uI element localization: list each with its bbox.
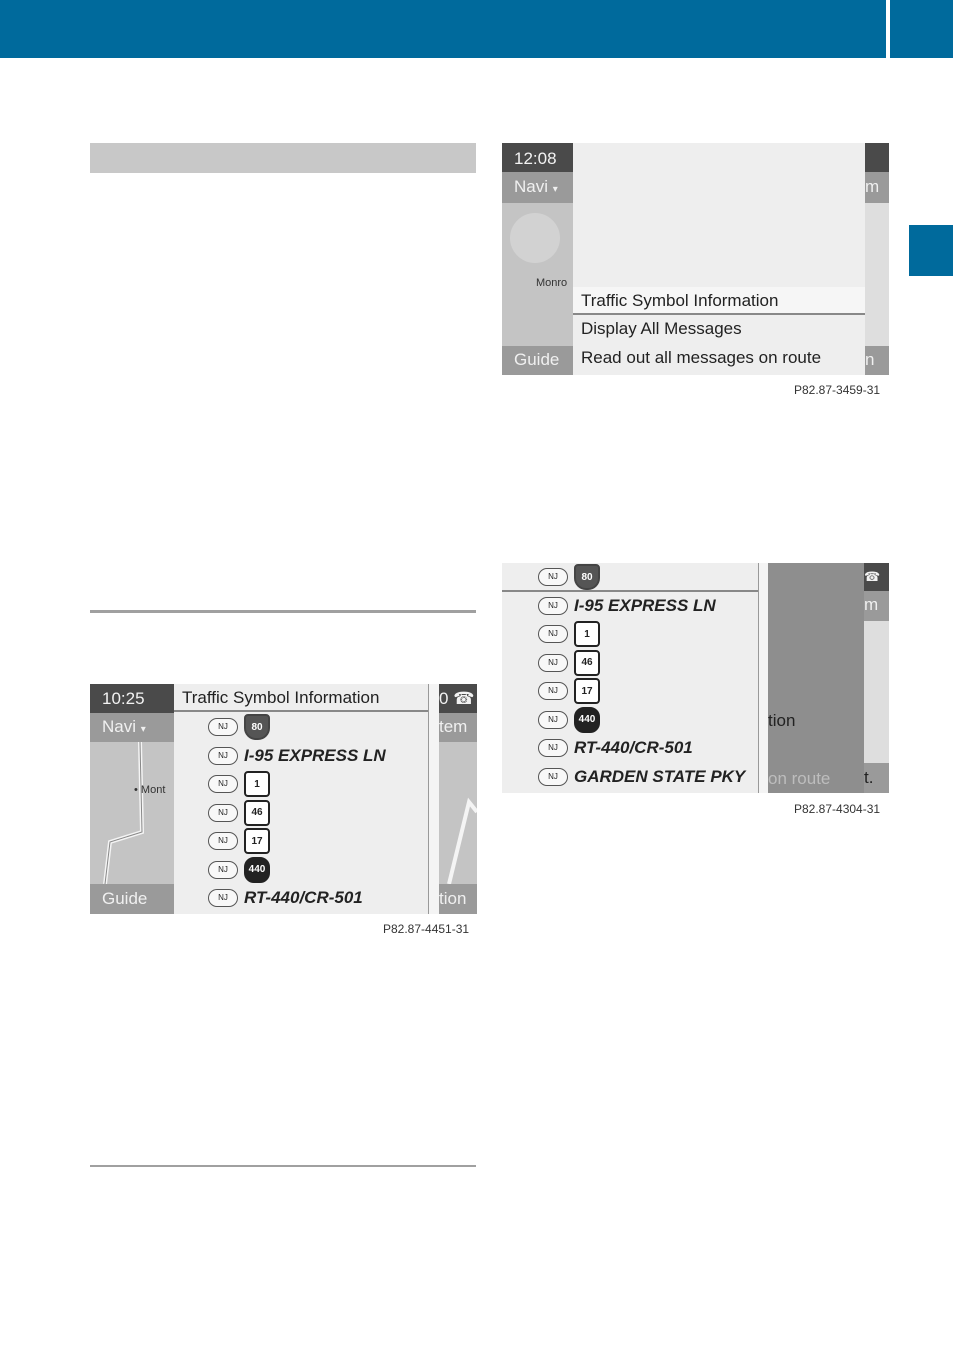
right-tab-top[interactable]: tem <box>439 713 477 742</box>
right-tab-bottom[interactable]: n <box>865 346 889 375</box>
state-badge-icon: NJ <box>538 739 568 757</box>
route-shield-icon: 440 <box>574 707 600 733</box>
state-badge-icon: NJ <box>538 597 568 615</box>
menu-item-traffic-symbol-info[interactable]: Traffic Symbol Information <box>573 287 865 315</box>
list-item[interactable] <box>502 677 758 705</box>
screen-traffic-menu <box>502 143 889 375</box>
route-shield-icon: 17 <box>574 678 600 704</box>
header-bar <box>0 0 886 58</box>
screen-traffic-symbols-scrolled <box>502 563 889 793</box>
state-badge-icon: NJ <box>208 718 238 736</box>
phone-icon: ☎ <box>864 563 889 591</box>
map-label: • Mont <box>134 784 166 796</box>
status-strip: 0 ☎ <box>439 684 477 713</box>
state-badge-icon: NJ <box>208 861 238 879</box>
list-item[interactable] <box>502 706 758 734</box>
list-item[interactable] <box>502 592 758 620</box>
scrollbar[interactable] <box>428 684 439 914</box>
navi-tab[interactable]: Navi ▾ <box>502 172 573 203</box>
list-item[interactable] <box>502 763 758 791</box>
map-area-right <box>864 621 889 763</box>
traffic-symbol-list <box>502 563 758 793</box>
map-roads <box>90 742 174 884</box>
status-strip <box>865 143 889 172</box>
road-name: I-95 EXPRESS LN <box>574 595 716 615</box>
state-badge-icon: NJ <box>538 682 568 700</box>
section-divider <box>90 1165 476 1167</box>
right-tab-bottom[interactable]: t. <box>864 763 889 793</box>
dimmed-overlay <box>768 563 864 793</box>
right-tab-top[interactable]: m <box>865 172 889 203</box>
list-item[interactable] <box>502 563 758 591</box>
list-item[interactable] <box>174 742 428 770</box>
navi-tab[interactable]: Navi ▾ <box>90 713 174 742</box>
route-shield-icon: 80 <box>574 564 600 590</box>
section-divider <box>90 610 476 613</box>
right-tab-top[interactable]: m <box>864 591 889 621</box>
map-area[interactable] <box>90 742 174 884</box>
title-separator <box>174 710 428 712</box>
section-heading-band <box>90 143 476 173</box>
state-badge-icon: NJ <box>208 889 238 907</box>
state-badge-icon: NJ <box>538 625 568 643</box>
list-item[interactable] <box>174 884 428 912</box>
traffic-symbol-list <box>174 684 428 914</box>
screen-traffic-symbols <box>90 684 477 914</box>
route-shield-icon: 46 <box>574 650 600 676</box>
map-area-right <box>439 742 477 884</box>
route-shield-icon: 46 <box>244 800 270 826</box>
state-badge-icon: NJ <box>208 747 238 765</box>
road-name: I-95 EXPRESS LN <box>244 745 386 765</box>
figure-caption: P82.87-4304-31 <box>794 802 881 816</box>
state-badge-icon: NJ <box>538 654 568 672</box>
state-badge-icon: NJ <box>208 804 238 822</box>
list-item[interactable] <box>174 770 428 798</box>
menu-panel <box>573 143 865 375</box>
guide-button[interactable]: Guide <box>502 346 573 375</box>
route-shield-icon: 440 <box>244 857 270 883</box>
route-shield-icon: 80 <box>244 714 270 740</box>
route-shield-icon: 17 <box>244 828 270 854</box>
route-shield-icon: 1 <box>574 621 600 647</box>
state-badge-icon: NJ <box>538 711 568 729</box>
list-item[interactable] <box>502 649 758 677</box>
state-badge-icon: NJ <box>208 832 238 850</box>
road-name: RT-440/CR-501 <box>574 738 693 757</box>
state-badge-icon: NJ <box>538 568 568 586</box>
map-label: Monro <box>536 277 568 289</box>
list-item[interactable] <box>502 620 758 648</box>
state-badge-icon: NJ <box>538 768 568 786</box>
list-item[interactable] <box>174 827 428 855</box>
road-name: RT-440/CR-501 <box>244 888 363 907</box>
menu-item-read-out[interactable]: Read out all messages on route <box>581 348 822 367</box>
clock: 10:25 <box>90 684 174 713</box>
right-tab-bottom[interactable]: tion <box>439 884 477 914</box>
header-bar-tab <box>890 0 953 58</box>
list-item[interactable] <box>174 799 428 827</box>
map-area-right <box>865 203 889 346</box>
state-badge-icon: NJ <box>208 775 238 793</box>
list-title: Traffic Symbol Information <box>182 688 380 707</box>
figure-caption: P82.87-4451-31 <box>383 922 470 936</box>
figure-caption: P82.87-3459-31 <box>794 383 881 397</box>
list-item[interactable] <box>174 713 428 741</box>
route-shield-icon: 1 <box>244 771 270 797</box>
guide-button[interactable]: Guide <box>90 884 174 914</box>
list-item[interactable] <box>174 856 428 884</box>
menu-fragment-dim: on route <box>768 769 831 788</box>
phone-icon: ☎ <box>453 689 475 708</box>
menu-fragment: tion <box>768 711 796 730</box>
menu-item-display-all[interactable]: Display All Messages <box>581 319 742 338</box>
list-item[interactable] <box>502 734 758 762</box>
map-area[interactable] <box>502 203 573 346</box>
chapter-tab <box>909 225 953 276</box>
row-separator <box>502 590 758 592</box>
clock: 12:08 <box>502 143 573 172</box>
road-name: GARDEN STATE PKY <box>574 766 746 786</box>
